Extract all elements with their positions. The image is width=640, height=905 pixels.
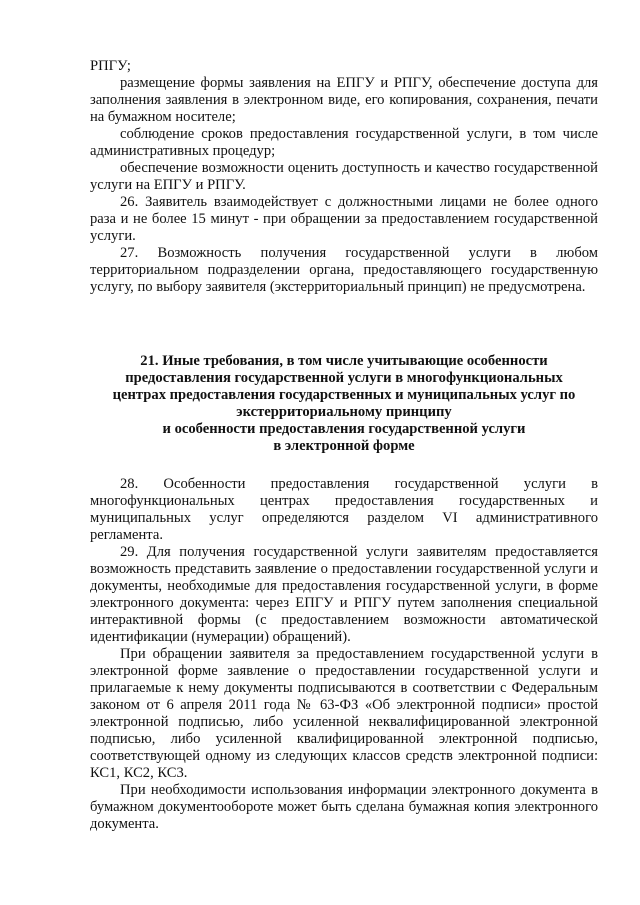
paragraph-28: 28. Особенности предоставления государственной услуги в многофункциональных центрах предоставления государственных и муниципальных услуг определяются разделом VI административного регламента. <box>90 476 598 543</box>
paragraph-27: 27. Возможность получения государственной услуги в любом территориальном подразделении органа, предоставляющего государственную услугу, по выбору заявителя (экстерриториальный принцип) не предусмотрена. <box>90 245 598 295</box>
paragraph-29: 29. Для получения государственной услуги заявителям предоставляется возможность представить заявление о предоставлении государственной услуги и документы, необходимые для предоставления государственной услуги, в форме электронного документа: через ЕПГУ и РПГУ путем заполнения специальной интерактивной формы (с предоставлением возможности автоматической идентификации (нумерации) обращений). <box>90 544 598 645</box>
paragraph-form-placement: размещение формы заявления на ЕПГУ и РПГУ, обеспечение доступа для заполнения заявления в электронном виде, его копирования, сохранения, печати на бумажном носителе; <box>90 75 598 125</box>
body-text-block <box>90 476 598 833</box>
paragraph-electronic-signature: При обращении заявителя за предоставлением государственной услуги в электронной форме заявление о предоставлении государственной услуги и прилагаемые к нему документы подписываются в соответствии с Федеральным законом от 6 апреля 2011 года № 63-ФЗ «Об электронной подписи» простой электронной подписью, либо усиленной неквалифицированной электронной подписью, либо усиленной квалифицированной электронной подписью, соответствующей одному из следующих классов средств электронной подписи: КС1, КС2, КС3. <box>90 646 598 781</box>
heading-line: центрах предоставления государственных и муниципальных услуг по <box>112 387 576 403</box>
section-heading <box>90 353 598 455</box>
heading-line: экстерриториальному принципу <box>236 404 452 420</box>
heading-line: в электронной форме <box>273 438 415 454</box>
paragraph-deadlines: соблюдение сроков предоставления государственной услуги, в том числе административных процедур; <box>90 126 598 159</box>
paragraph-26: 26. Заявитель взаимодействует с должностными лицами не более одного раза и не более 15 минут - при обращении за предоставлением государственной услуги. <box>90 194 598 244</box>
heading-line: и особенности предоставления государственной услуги <box>162 421 526 437</box>
top-text-block <box>90 58 598 296</box>
heading-line: предоставления государственной услуги в многофункциональных <box>125 370 563 386</box>
paragraph-paper-copy: При необходимости использования информации электронного документа в бумажном документообороте может быть сделана бумажная копия электронного документа. <box>90 782 598 832</box>
paragraph-quality-assessment: обеспечение возможности оценить доступность и качество государственной услуги на ЕПГУ и РПГУ. <box>90 160 598 193</box>
heading-line: 21. Иные требования, в том числе учитывающие особенности <box>140 353 548 369</box>
paragraph-rpgu-end: РПГУ; <box>90 58 131 74</box>
